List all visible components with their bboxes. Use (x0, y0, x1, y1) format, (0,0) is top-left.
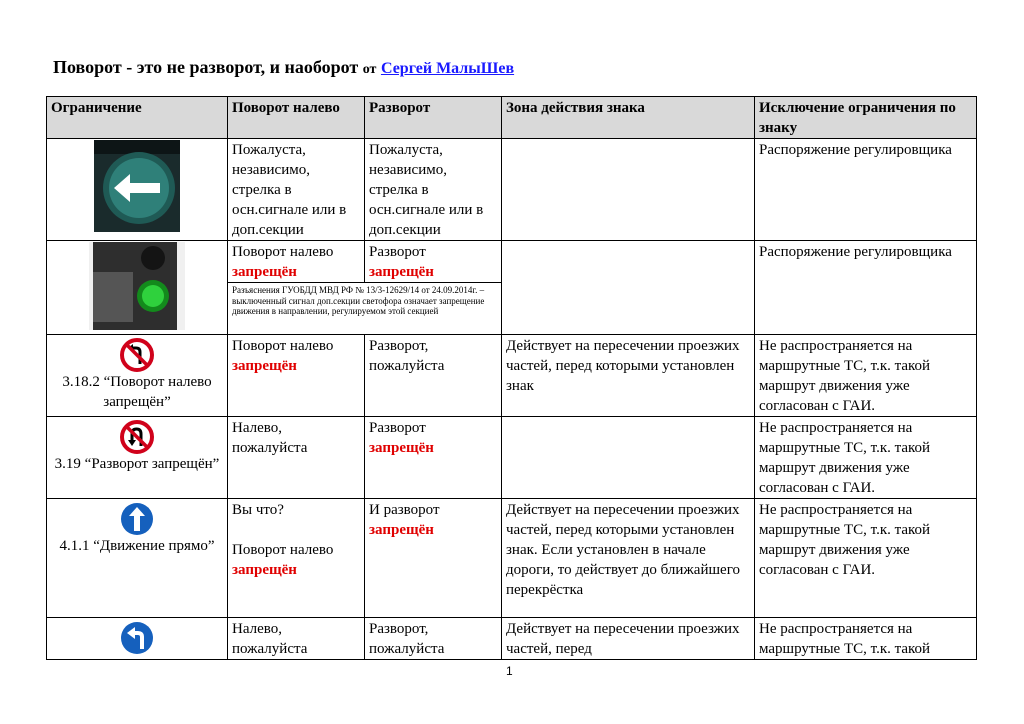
left-turn-only-sign-icon (120, 621, 154, 655)
zone-cell: Действует на пересечении проезжих частей, перед которыми установлен знак (502, 335, 755, 417)
restriction-cell (47, 618, 228, 660)
u-turn-cell (365, 417, 502, 499)
clarification-note: Разъяснения ГУОБДД МВД РФ № 13/3-12629/14 от 24.09.2014г. – выключенный сигнал доп.секции светофора означает запрещение движения в направлении, регулируемом этой секцией (228, 283, 502, 335)
header-restriction: Ограничение (47, 97, 228, 139)
zone-cell: Действует на пересечении проезжих частей, перед которыми установлен знак. Если установлен в начале дороги, то действует до ближайшего перекрёстка (502, 499, 755, 618)
table-header-row (47, 97, 977, 139)
u-turn-cell (365, 241, 502, 283)
sign-label: 3.18.2 “Поворот налево запрещён” (62, 374, 212, 410)
left-turn-cell: Налево, пожалуйста (228, 417, 365, 499)
exception-cell: Не распространяется на маршрутные ТС, т.к. такой маршрут движения уже согласован с ГАИ. (755, 417, 977, 499)
forbidden-label: запрещён (232, 358, 297, 374)
restriction-cell (47, 241, 228, 335)
restriction-cell (47, 335, 228, 417)
header-zone: Зона действия знака (502, 97, 755, 139)
u-turn-cell (365, 499, 502, 618)
restriction-cell (47, 417, 228, 499)
table-row (47, 335, 977, 417)
u-turn-text: Разворот (369, 244, 426, 260)
page-title (53, 57, 514, 78)
green-round-signal-image (89, 242, 185, 330)
question-text: Вы что? (232, 502, 284, 518)
sign-label: 4.1.1 “Движение прямо” (59, 538, 215, 554)
exception-cell: Распоряжение регулировщика (755, 241, 977, 335)
zone-cell: Действует на пересечении проезжих частей, перед (502, 618, 755, 660)
page-number: 1 (506, 664, 513, 678)
header-exception: Исключение ограничения по знаку (755, 97, 977, 139)
table-row (47, 499, 977, 618)
title-text: Поворот - это не разворот, и наоборот (53, 57, 359, 77)
restrictions-table (46, 96, 977, 660)
table-row (47, 417, 977, 499)
header-u-turn: Разворот (365, 97, 502, 139)
u-turn-text: Разворот (369, 420, 426, 436)
u-turn-cell: Пожалуста, независимо, стрелка в осн.сигнале или в доп.секции (365, 139, 502, 241)
left-turn-text: Поворот налево (232, 338, 334, 354)
left-turn-text: Поворот налево (232, 244, 334, 260)
no-left-turn-sign-icon (120, 338, 154, 372)
exception-cell: Не распространяется на маршрутные ТС, т.к. такой маршрут движения уже согласован с ГАИ. (755, 499, 977, 618)
u-turn-cell: Разворот, пожалуйста (365, 335, 502, 417)
exception-cell: Не распространяется на маршрутные ТС, т.к. такой (755, 618, 977, 660)
restriction-cell (47, 499, 228, 618)
zone-cell (502, 241, 755, 335)
left-turn-text: Поворот налево (232, 542, 334, 558)
table-row (47, 618, 977, 660)
green-arrow-signal-image (94, 140, 180, 232)
zone-cell (502, 139, 755, 241)
left-turn-cell (228, 241, 365, 283)
restriction-cell (47, 139, 228, 241)
table-row (47, 139, 977, 241)
header-left-turn: Поворот налево (228, 97, 365, 139)
table-row (47, 241, 977, 283)
forbidden-label: запрещён (369, 522, 434, 538)
zone-cell (502, 417, 755, 499)
forbidden-label: запрещён (369, 264, 434, 280)
forbidden-label: запрещён (232, 562, 297, 578)
no-u-turn-sign-icon (120, 420, 154, 454)
sign-label: 3.19 “Разворот запрещён” (54, 456, 220, 472)
left-turn-cell: Пожалуста, независимо, стрелка в осн.сигнале или в доп.секции (228, 139, 365, 241)
title-by: от (362, 62, 377, 77)
forbidden-label: запрещён (232, 264, 297, 280)
u-turn-text: И разворот (369, 502, 440, 518)
exception-cell: Не распространяется на маршрутные ТС, т.к. такой маршрут движения уже согласован с ГАИ. (755, 335, 977, 417)
straight-only-sign-icon (120, 502, 154, 536)
forbidden-label: запрещён (369, 440, 434, 456)
left-turn-cell (228, 335, 365, 417)
left-turn-cell (228, 499, 365, 618)
u-turn-cell: Разворот, пожалуйста (365, 618, 502, 660)
author-link[interactable]: Сергей МалыШев (380, 60, 515, 77)
exception-cell: Распоряжение регулировщика (755, 139, 977, 241)
left-turn-cell: Налево, пожалуйста (228, 618, 365, 660)
